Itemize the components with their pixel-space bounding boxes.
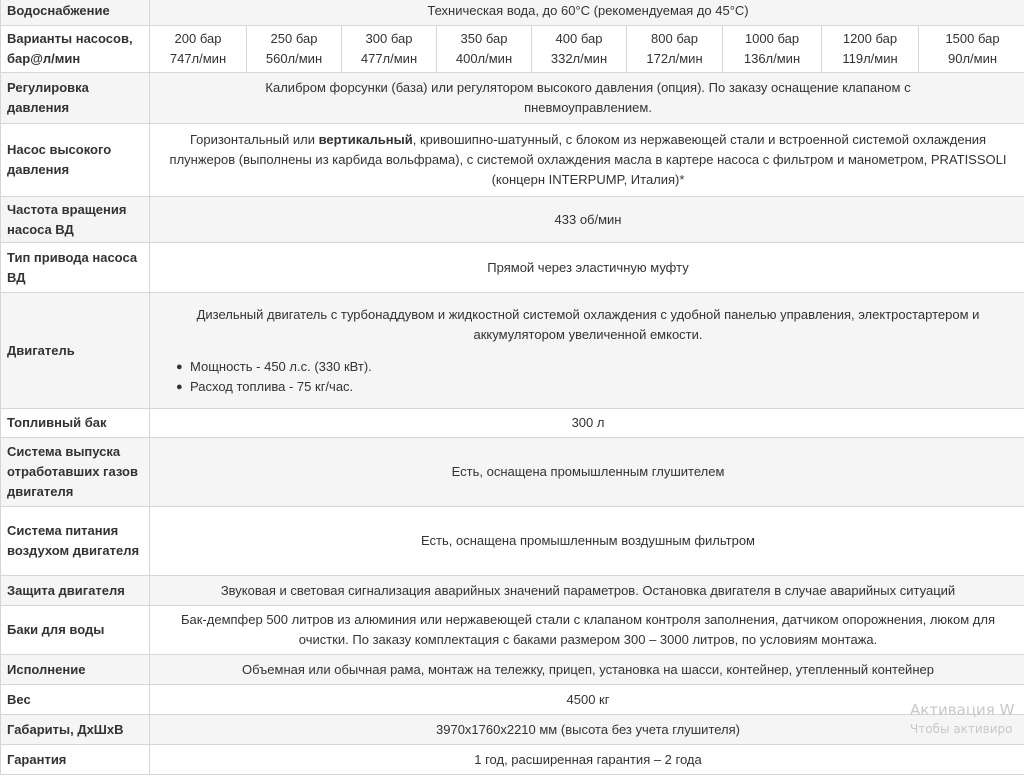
table-row <box>1 576 1024 606</box>
pump-option <box>150 26 247 73</box>
row-label: Габариты, ДхШхВ <box>1 715 150 745</box>
list-item <box>176 377 1020 397</box>
bullet-icon: ● <box>176 360 183 373</box>
row-label: Двигатель <box>1 293 150 409</box>
table-row <box>1 507 1024 576</box>
pump-pressure: 200 бар <box>174 31 222 46</box>
row-label: Топливный бак <box>1 409 150 438</box>
pump-pressure: 300 бар <box>365 31 413 46</box>
row-label: Система питания воздухом двигателя <box>1 507 150 576</box>
row-value: Звуковая и световая сигнализация аварийных значений параметров. Остановка двигателя в случае аварийных ситуаций <box>150 576 1024 606</box>
pump-flow: 119л/мин <box>842 51 898 66</box>
pump-option <box>342 26 437 73</box>
table-row <box>1 655 1024 685</box>
pump-pressure: 800 бар <box>651 31 698 46</box>
pump-option <box>627 26 723 73</box>
bullet-icon: ● <box>176 380 183 393</box>
pump-flow: 477л/мин <box>360 51 418 66</box>
pump-pressure: 1000 бар <box>744 31 800 46</box>
pump-flow: 172л/мин <box>646 51 703 66</box>
pump-option <box>247 26 342 73</box>
pump-option <box>723 26 822 73</box>
list-item-text: Расход топлива - 75 кг/час. <box>190 378 354 394</box>
table-row <box>1 685 1024 715</box>
value-emphasis: вертикальный <box>318 132 413 147</box>
pump-flow: 560л/мин <box>265 51 323 66</box>
row-value: 3970х1760х2210 мм (высота без учета глушителя) <box>150 715 1024 745</box>
row-value <box>150 124 1024 197</box>
table-row <box>1 197 1024 243</box>
row-label: Исполнение <box>1 655 150 685</box>
engine-specs-list <box>176 357 1020 397</box>
row-value: 4500 кг <box>150 685 1024 715</box>
value-text: , кривошипно-шатунный, с блоком из нержавеющей стали и встроенной системой охлаждения плунжеров (выполнены из карбида вольфрама), с системой охлаждения масла в картере насоса с фильтром и манометром, PRATISSOLI (концерн INTERPUMP, Италия)* <box>169 132 1007 187</box>
row-value: Бак-демпфер 500 литров из алюминия или нержавеющей стали с клапаном контроля заполнения, датчиком опорожнения, люком для очистки. По заказу комплектация с баками размером 300 – 3000 литров, по условиям монтажа. <box>150 606 1024 655</box>
row-value: 300 л <box>150 409 1024 438</box>
watermark-subtitle: Чтобы активиро <box>910 722 1013 736</box>
table-row <box>1 409 1024 438</box>
row-value: Калибром форсунки (база) или регулятором высокого давления (опция). По заказу оснащение клапаном с пневмоуправлением. <box>150 73 1024 124</box>
row-value <box>150 293 1024 409</box>
pump-flow: 747л/мин <box>169 51 227 66</box>
list-item <box>176 357 1020 377</box>
pump-pressure: 400 бар <box>555 31 603 46</box>
row-label: Тип привода насоса ВД <box>1 243 150 293</box>
table-row <box>1 73 1024 124</box>
row-value: 433 об/мин <box>150 197 1024 243</box>
row-value: Прямой через эластичную муфту <box>150 243 1024 293</box>
pump-pressure: 350 бар <box>460 31 508 46</box>
row-value: Есть, оснащена промышленным глушителем <box>150 438 1024 507</box>
pump-option <box>532 26 627 73</box>
value-text: Дизельный двигатель с турбонаддувом и жидкостной системой охлаждения с удобной панелью управления, электростартером и аккумулятором увеличенной емкости. <box>196 306 980 342</box>
pump-flow: 136л/мин <box>743 51 801 66</box>
row-value: Техническая вода, до 60°С (рекомендуемая до 45°С) <box>150 0 1024 26</box>
row-label: Водоснабжение <box>1 0 150 26</box>
table-row <box>1 745 1024 775</box>
pump-pressure: 1200 бар <box>842 31 898 46</box>
table-row <box>1 0 1024 26</box>
table-row <box>1 438 1024 507</box>
value-text: Горизонтальный или <box>189 132 319 147</box>
row-label: Насос высокого давления <box>1 124 150 197</box>
table-row <box>1 293 1024 409</box>
pump-flow: 90л/мин <box>947 51 998 66</box>
row-value: 1 год, расширенная гарантия – 2 года <box>150 745 1024 775</box>
pump-pressure: 1500 бар <box>945 31 1000 46</box>
row-label: Баки для воды <box>1 606 150 655</box>
row-value: Объемная или обычная рама, монтаж на тележку, прицеп, установка на шасси, контейнер, утепленный контейнер <box>150 655 1024 685</box>
row-label: Регулировка давления <box>1 73 150 124</box>
pump-option <box>822 26 919 73</box>
pump-flow: 400л/мин <box>455 51 513 66</box>
table-row <box>1 124 1024 197</box>
table-row <box>1 606 1024 655</box>
row-label: Гарантия <box>1 745 150 775</box>
pump-option <box>437 26 532 73</box>
table-row <box>1 243 1024 293</box>
row-label: Варианты насосов, бар@л/мин <box>1 26 150 73</box>
list-item-text: Мощность - 450 л.с. (330 кВт). <box>190 358 372 374</box>
table-row <box>1 26 1024 73</box>
row-label: Частота вращения насоса ВД <box>1 197 150 243</box>
watermark-title: Активация W <box>910 701 1015 719</box>
row-label: Защита двигателя <box>1 576 150 606</box>
table-row <box>1 715 1024 745</box>
row-label: Система выпуска отработавших газов двигателя <box>1 438 150 507</box>
pump-pressure: 250 бар <box>270 31 318 46</box>
pump-flow: 332л/мин <box>550 51 608 66</box>
row-label: Вес <box>1 685 150 715</box>
pump-option <box>919 26 1024 73</box>
row-value: Есть, оснащена промышленным воздушным фильтром <box>150 507 1024 576</box>
